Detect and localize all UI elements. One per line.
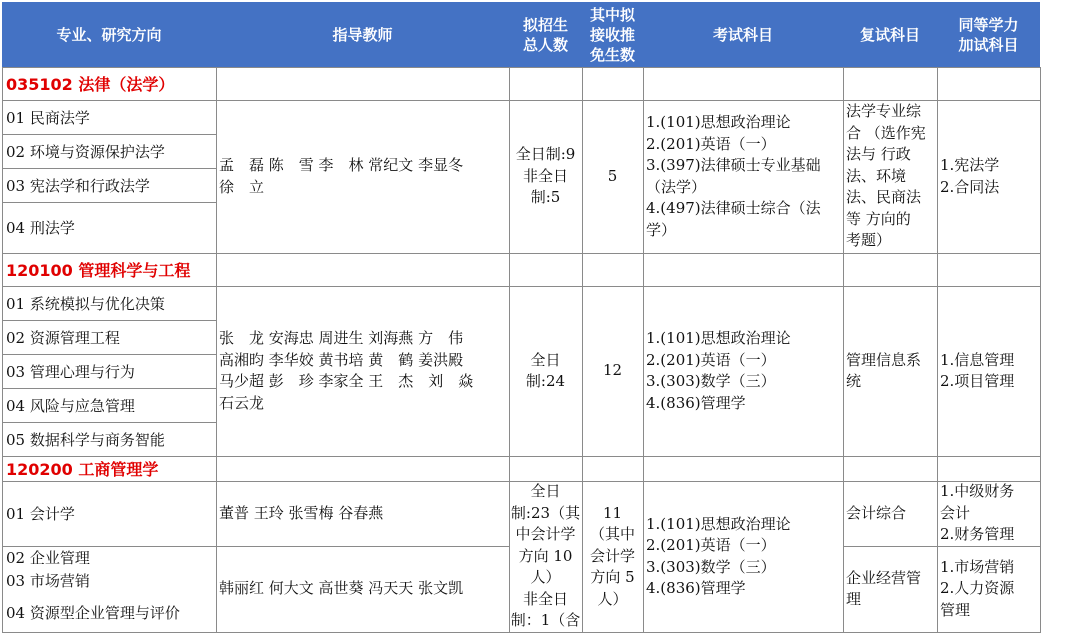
header-advisors: 指导教师	[216, 2, 509, 67]
extra-cell: 1.信息管理 2.项目管理	[940, 350, 1015, 390]
direction-item: 04 资源型企业管理与评价	[6, 603, 180, 622]
direction-item: 03 管理心理与行为	[6, 362, 135, 381]
retest-cell: 企业经营管 理	[846, 568, 922, 608]
retest-cell: 会计综合	[846, 503, 907, 522]
header-enroll: 拟招生 总人数	[509, 2, 582, 67]
header-retest: 复试科目	[843, 2, 937, 67]
extra-cell: 1.宪法学 2.合同法	[940, 156, 1000, 196]
section-title-law: 035102 法律（法学）	[6, 75, 175, 94]
direction-item: 02 环境与资源保护法学	[6, 142, 165, 161]
exam-cell: 1.(101)思想政治理论 2.(201)英语（一） 3.(303)数学（三） 4.(836)管理学	[646, 514, 791, 597]
exempt-cell: 12	[602, 361, 623, 380]
header-major: 专业、研究方向	[2, 2, 216, 67]
header-exam: 考试科目	[643, 2, 843, 67]
section-title-mse: 120100 管理科学与工程	[6, 261, 191, 280]
extra-cell: 1.中级财务 会计 2.财务管理	[940, 482, 1015, 544]
extra-cell: 1.市场营销 2.人力资源 管理	[940, 557, 1015, 619]
direction-item: 01 会计学	[6, 505, 75, 523]
retest-cell: 法学专业综 合 （选作宪 法与 行政 法、环境 法、民商法 等 方向的 考题）	[846, 102, 926, 250]
direction-item: 05 数据科学与商务智能	[6, 430, 165, 449]
section-title-business: 120200 工商管理学	[6, 460, 159, 479]
header-exempt: 其中拟 接收推 免生数	[582, 2, 643, 67]
column-border	[1040, 67, 1041, 633]
enroll-cell: 全日制:9 非全日 制:5	[515, 145, 576, 207]
advisors-cell: 孟 磊 陈 雪 李 林 常纪文 李显冬 徐 立	[219, 156, 464, 196]
exempt-cell: 11 （其中 会计学 方向 5 人）	[589, 503, 635, 608]
advisors-cell: 董普 王玲 张雪梅 谷春燕	[219, 503, 384, 522]
direction-item: 02 企业管理	[6, 549, 90, 567]
enroll-cell: 全日 制:24	[525, 350, 566, 390]
retest-cell: 管理信息系 统	[846, 350, 922, 390]
header-extra: 同等学力 加试科目	[937, 2, 1040, 67]
direction-item: 01 民商法学	[6, 108, 90, 127]
advisors-cell: 韩丽红 何大文 高世葵 冯天天 张文凯	[219, 579, 464, 598]
enroll-cell: 全日 制:23（其 中会计学 方向 10 人） 非全日 制：1（含	[510, 482, 581, 629]
exam-cell: 1.(101)思想政治理论 2.(201)英语（一） 3.(397)法律硕士专业基础 （法学） 4.(497)法律硕士综合（法 学）	[646, 113, 821, 239]
direction-item: 04 风险与应急管理	[6, 396, 135, 415]
direction-item: 03 市场营销	[6, 572, 90, 590]
exempt-cell: 5	[607, 166, 618, 185]
direction-item: 02 资源管理工程	[6, 328, 120, 347]
direction-item: 04 刑法学	[6, 219, 75, 237]
direction-item: 01 系统模拟与优化决策	[6, 294, 165, 313]
advisors-cell: 张 龙 安海忠 周进生 刘海燕 方 伟 高湘昀 李华姣 黄书培 黄 鹤 姜洪殿 马少超 彭 珍 李家全 王 杰 刘 焱 石云龙	[219, 329, 474, 412]
exam-cell: 1.(101)思想政治理论 2.(201)英语（一） 3.(303)数学（三） 4.(836)管理学	[646, 329, 791, 412]
row-border	[2, 632, 1040, 633]
direction-item: 03 宪法学和行政法学	[6, 176, 150, 195]
